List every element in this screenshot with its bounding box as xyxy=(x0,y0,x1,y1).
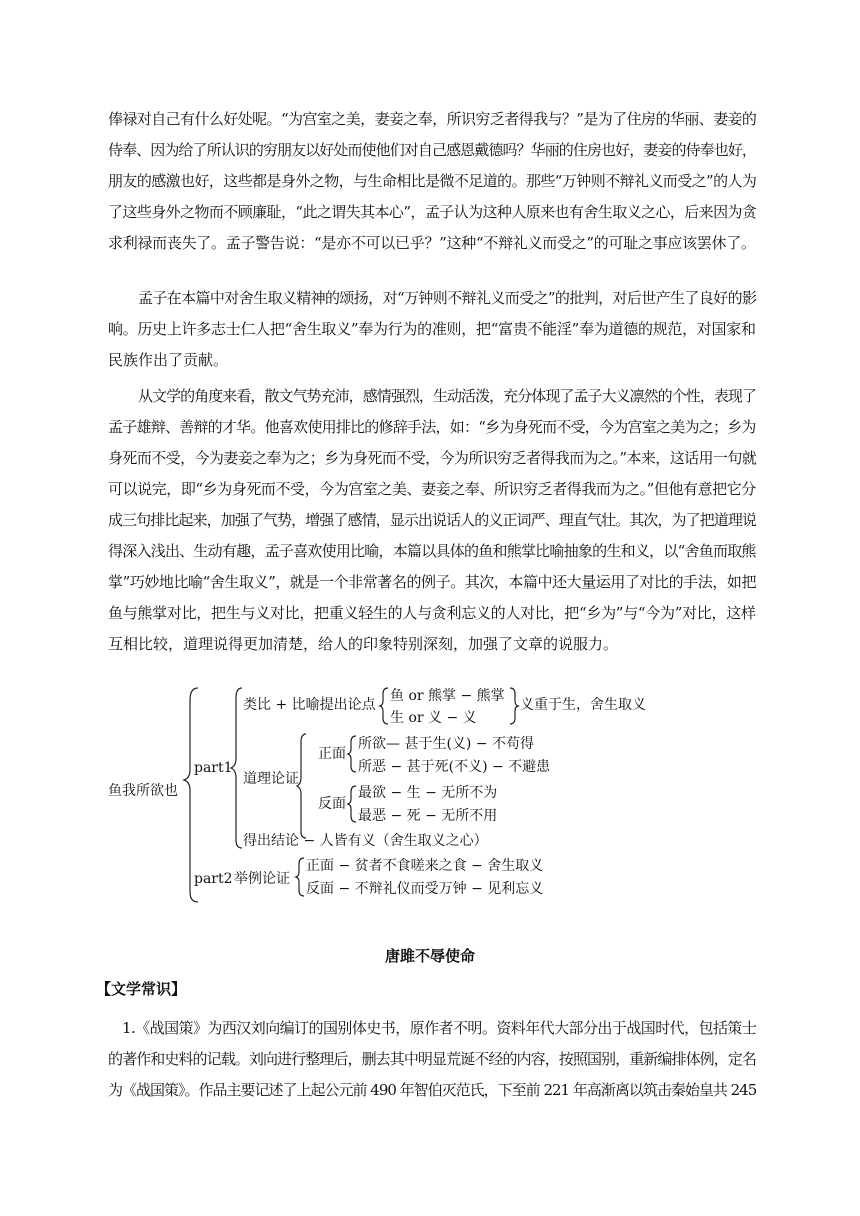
diagram-root: 鱼我所欲也 xyxy=(108,783,178,799)
text-line: 掌”巧妙地比喻“舍生取义”，就是一个非常著名的例子。其次，本篇中还大量运用了对比的手法，如把 xyxy=(108,573,757,591)
paragraph-3 xyxy=(108,381,756,660)
analogy-brace xyxy=(380,688,388,724)
diagram-reasoning: 道理论证 xyxy=(243,771,299,787)
text-line: 俸禄对自己有什么好处呢。“为宫室之美，妻妾之奉，所识穷乏者得我与？”是为了住房的华丽、妻妾的 xyxy=(108,110,757,128)
diagram-positive: 正面 xyxy=(318,746,346,762)
diagram-pos2: 所恶 − 甚于死(不义) − 不避患 xyxy=(358,759,551,775)
diagram-neg2: 最恶 − 死 − 无所不用 xyxy=(358,808,498,824)
analogy-right-brace xyxy=(510,688,518,724)
diagram-part2: part2 xyxy=(194,871,233,887)
text-line: 侍奉、因为给了所认识的穷朋友以好处而使他们对自己感恩戴德吗？华丽的住房也好，妻妾的侍奉也好， xyxy=(108,141,757,159)
text-line: 孟子雄辩、善辩的才华。他喜欢使用排比的修辞手法，如：“乡为身死而不受，今为宫室之美为之；乡为 xyxy=(108,418,756,436)
diagram-point: 义重于生，舍生取义 xyxy=(520,697,646,713)
next-section-title: 唐雎不辱使命 xyxy=(384,947,475,965)
text-line: 互相比较，道理说得更加清楚，给人的印象特别深刻，加强了文章的说服力。 xyxy=(108,635,619,653)
text-line: 朋友的感激也好，这些都是身外之物，与生命相比是微不足道的。那些“万钟则不辩礼义而受之”的人为 xyxy=(108,172,757,190)
negative-brace xyxy=(348,786,356,822)
structure-diagram xyxy=(100,684,720,906)
diagram-neg1: 最欲 − 生 − 无所不为 xyxy=(358,785,498,801)
text-line: 1.《战国策》为西汉刘向编订的国别体史书，原作者不明。资料年代大部分出于战国时代，包括策士 xyxy=(122,1019,757,1037)
paragraph-1 xyxy=(108,104,756,259)
text-line: 鱼与熊掌对比，把生与义对比，把重义轻生的人与贪利忘义的人对比，把“乡为”与“今为”对比，这样 xyxy=(108,604,756,622)
diagram-ex2: 反面 − 不辩礼仪而受万钟 − 见利忘义 xyxy=(306,881,544,897)
paragraph-4 xyxy=(108,1013,756,1106)
text-line: 了这些身外之物而不顾廉耻，“此之谓失其本心”，孟子认为这种人原来也有舍生取义之心，后来因为贪 xyxy=(108,203,757,221)
diagram-conclusion: 得出结论 − 人皆有义（舍生取义之心） xyxy=(243,833,488,849)
text-line: 的著作和史料的记载。刘向进行整理后，删去其中明显荒诞不经的内容，按照国别，重新编排体例，定名 xyxy=(108,1050,757,1068)
part1-brace xyxy=(231,688,242,848)
diagram-analogy: 类比 + 比喻提出论点 xyxy=(243,697,376,713)
text-line: 孟子在本篇中对舍生取义精神的颂扬，对“万钟则不辩礼义而受之”的批判，对后世产生了良好的影 xyxy=(138,289,757,307)
diagram-life-line: 生 or 义 − 义 xyxy=(390,710,477,726)
text-line: 身死而不受，今为妻妾之奉为之；乡为身死而不受，今为所识穷乏者得我而为之。”本来，这话用一句就 xyxy=(108,449,757,467)
text-line: 成三句排比起来，加强了气势，增强了感情，显示出说话人的义正词严、理直气壮。其次，为了把道理说 xyxy=(108,511,757,529)
text-line: 从文学的角度来看，散文气势充沛，感情强烈，生动活泼，充分体现了孟子大义凛然的个性，表现了 xyxy=(138,387,757,405)
text-line: 得深入浅出、生动有趣，孟子喜欢使用比喻，本篇以具体的鱼和熊掌比喻抽象的生和义，以“舍鱼而取熊 xyxy=(108,542,756,560)
paragraph-2 xyxy=(108,283,756,376)
text-line: 民族作出了贡献。 xyxy=(108,351,229,369)
text-line: 可以说完，即“乡为身死而不受，今为宫室之美、妻妾之奉、所识穷乏者得我而为之。”但他有意把它分 xyxy=(108,480,756,498)
text-line: 响。历史上许多志士仁人把“舍生取义”奉为行为的准则，把“富贵不能淫”奉为道德的规范，对国家和 xyxy=(108,320,756,338)
text-line: 为《战国策》。作品主要记述了上起公元前 490 年智伯灭范氏，下至前 221 年高渐离以筑击秦始皇共 245 xyxy=(108,1081,757,1099)
section-heading: 【文学常识】 xyxy=(96,980,187,998)
diagram-negative: 反面 xyxy=(318,796,346,812)
diagram-pos1: 所欲— 甚于生(义) − 不苟得 xyxy=(358,736,535,752)
example-brace xyxy=(296,858,304,896)
diagram-part1: part1 xyxy=(194,760,233,776)
text-line: 求利禄而丧失了。孟子警告说：“是亦不可以已乎？”这种“不辩礼义而受之”的可耻之事应该罢休了。 xyxy=(108,234,756,252)
diagram-ex1: 正面 − 贫者不食嗟来之食 − 舍生取义 xyxy=(306,858,544,874)
diagram-fish-line: 鱼 or 熊掌 − 熊掌 xyxy=(390,688,505,704)
positive-brace xyxy=(348,736,356,772)
diagram-example: 举例论证 xyxy=(234,871,290,887)
